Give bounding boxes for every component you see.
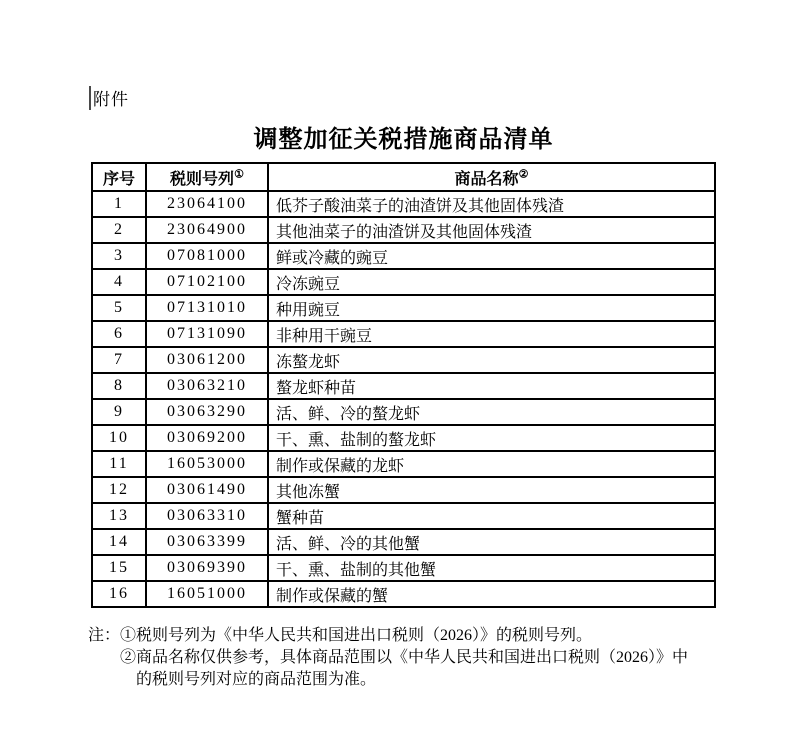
cell-serial-number: 6	[92, 321, 146, 347]
cell-product-name: 活、鲜、冷的螯龙虾	[268, 399, 715, 425]
cell-tariff-code: 16053000	[146, 451, 268, 477]
table-row	[92, 529, 715, 555]
footnotes	[88, 625, 753, 691]
table-row	[92, 217, 715, 243]
cell-tariff-code: 03063210	[146, 373, 268, 399]
table-row	[92, 581, 715, 607]
cell-tariff-code: 03063310	[146, 503, 268, 529]
cell-serial-number: 5	[92, 295, 146, 321]
table-row	[92, 269, 715, 295]
footnote-line-2	[88, 647, 753, 669]
cell-product-name: 冻螯龙虾	[268, 347, 715, 373]
table-row	[92, 295, 715, 321]
cell-serial-number: 13	[92, 503, 146, 529]
cell-tariff-code: 16051000	[146, 581, 268, 607]
table-row	[92, 477, 715, 503]
footnote-line-1	[88, 625, 753, 647]
cell-product-name: 低芥子酸油菜子的油渣饼及其他固体残渣	[268, 191, 715, 217]
cell-product-name: 螯龙虾种苗	[268, 373, 715, 399]
cell-tariff-code: 07131090	[146, 321, 268, 347]
cell-tariff-code: 03069390	[146, 555, 268, 581]
cell-product-name: 鲜或冷藏的豌豆	[268, 243, 715, 269]
cell-serial-number: 4	[92, 269, 146, 295]
cell-tariff-code: 03069200	[146, 425, 268, 451]
table-row	[92, 321, 715, 347]
table-row	[92, 555, 715, 581]
cell-product-name: 其他冻蟹	[268, 477, 715, 503]
footnote-ref-1: ①	[234, 168, 244, 181]
cell-serial-number: 15	[92, 555, 146, 581]
table-row	[92, 425, 715, 451]
cell-product-name: 非种用干豌豆	[268, 321, 715, 347]
footnote-marker-2: ②	[120, 649, 137, 666]
cell-serial-number: 2	[92, 217, 146, 243]
cell-tariff-code: 07131010	[146, 295, 268, 321]
table-header-row	[92, 163, 715, 191]
table-row	[92, 399, 715, 425]
cell-tariff-code: 03063290	[146, 399, 268, 425]
cell-serial-number: 10	[92, 425, 146, 451]
cell-tariff-code: 03063399	[146, 529, 268, 555]
cell-product-name: 冷冻豌豆	[268, 269, 715, 295]
table-row	[92, 503, 715, 529]
cell-product-name: 其他油菜子的油渣饼及其他固体残渣	[268, 217, 715, 243]
footnote-ref-2: ②	[518, 168, 529, 181]
cell-tariff-code: 07081000	[146, 243, 268, 269]
cell-serial-number: 9	[92, 399, 146, 425]
attachment-label	[89, 85, 129, 110]
cell-product-name: 蟹种苗	[268, 503, 715, 529]
cell-serial-number: 14	[92, 529, 146, 555]
cell-serial-number: 16	[92, 581, 146, 607]
footnote-text-2: 商品名称仅供参考，具体商品范围以《中华人民共和国进出口税则（2026）》中	[136, 649, 689, 666]
cell-product-name: 制作或保藏的蟹	[268, 581, 715, 607]
cell-product-name: 干、熏、盐制的其他蟹	[268, 555, 715, 581]
table-row	[92, 373, 715, 399]
header-product-name-label: 商品名称	[454, 170, 519, 188]
table-row	[92, 451, 715, 477]
cell-serial-number: 7	[92, 347, 146, 373]
text-cursor	[89, 86, 91, 110]
page-title: 调整加征关税措施商品清单	[253, 126, 554, 153]
header-product-name	[268, 163, 715, 191]
footnote-marker-1: ①	[120, 627, 137, 644]
header-tariff-code	[146, 163, 268, 191]
cell-serial-number: 3	[92, 243, 146, 269]
footnote-text-1: 税则号列为《中华人民共和国进出口税则（2026）》的税则号列。	[136, 627, 593, 644]
cell-product-name: 制作或保藏的龙虾	[268, 451, 715, 477]
table-row	[92, 347, 715, 373]
header-tariff-code-label: 税则号列	[170, 170, 235, 188]
table-row	[92, 191, 715, 217]
header-serial-number-label: 序号	[102, 170, 135, 188]
cell-serial-number: 12	[92, 477, 146, 503]
footnote-line-3: 的税则号列对应的商品范围为准。	[136, 671, 377, 688]
goods-table	[91, 162, 716, 608]
header-serial-number	[92, 163, 146, 191]
cell-serial-number: 11	[92, 451, 146, 477]
attachment-text: 附件	[93, 90, 129, 109]
cell-serial-number: 8	[92, 373, 146, 399]
cell-product-name: 活、鲜、冷的其他蟹	[268, 529, 715, 555]
cell-tariff-code: 07102100	[146, 269, 268, 295]
cell-tariff-code: 03061200	[146, 347, 268, 373]
cell-product-name: 种用豌豆	[268, 295, 715, 321]
table-row	[92, 243, 715, 269]
cell-serial-number: 1	[92, 191, 146, 217]
cell-tariff-code: 23064100	[146, 191, 268, 217]
cell-tariff-code: 03061490	[146, 477, 268, 503]
footnote-prefix: 注：	[88, 627, 121, 644]
cell-product-name: 干、熏、盐制的螯龙虾	[268, 425, 715, 451]
cell-tariff-code: 23064900	[146, 217, 268, 243]
